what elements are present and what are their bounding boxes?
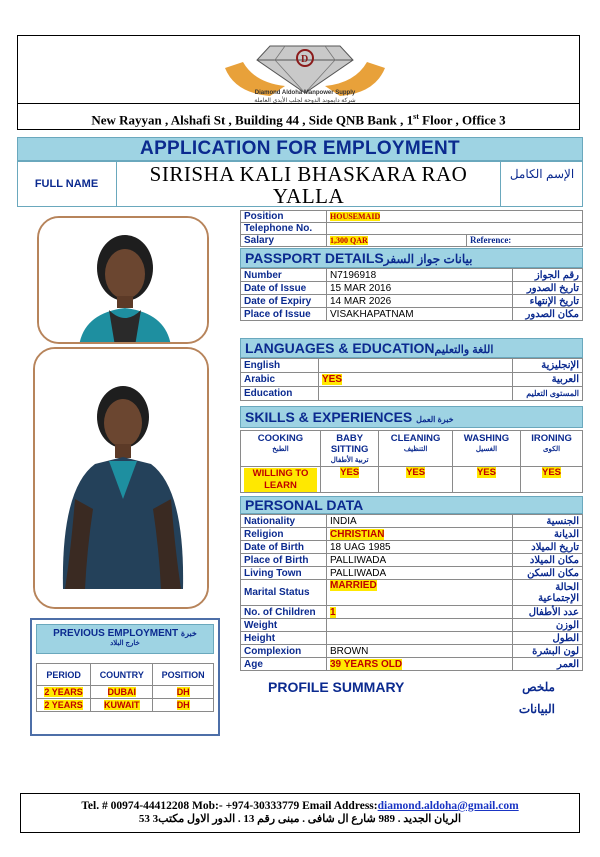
profile-summary-title: PROFILE SUMMARY [268,679,405,695]
passport-number-value: N7196918 [327,269,513,282]
svg-text:D: D [301,54,309,65]
previous-employment-ar-2: خارج البلاد [110,640,140,647]
footer-address-ar: 53 الريان الجديد . 989 شارع ال شافى . مبنى رقم 13 . الدور الاول مكتب3 [138,813,462,825]
footer-contact-line [21,794,579,812]
company-address [17,103,580,129]
age-cell [327,658,513,671]
footer [20,793,580,833]
skill-baby-ar: تربية الأطفال [330,457,369,464]
expiry-date-ar: تاريخ الإنتهاء [513,295,583,308]
skill-cooking-name: COOKING [257,433,304,444]
languages-section-title [240,338,583,358]
english-label: English [241,359,319,373]
passport-number-label: Number [241,269,327,282]
skill-washing-value: YES [476,467,496,478]
profile-summary-ar-1: ملخص [522,680,555,694]
education-value [319,387,513,401]
skills-table [240,430,583,493]
pob-ar: مكان الميلاد [513,554,583,567]
prev-row2-country-cell [91,699,153,712]
education-ar: المستوى التعليم [513,387,583,401]
previous-employment-table [36,663,214,712]
passport-number-ar: رقم الجواز [513,269,583,282]
pob-label: Place of Birth [241,554,327,567]
prev-row1-country-cell [91,686,153,699]
full-body-photo [33,347,209,609]
arabic-label: Arabic [241,373,319,387]
prev-row1-period-cell [37,686,91,699]
complexion-ar: لون البشرة [513,645,583,658]
salary-label: Salary [241,235,327,247]
previous-employment-title: PREVIOUS EMPLOYMENT [53,628,179,639]
height-ar: الطول [513,632,583,645]
height-value [327,632,513,645]
company-name-en: Diamond Aldoha Manpower Supply [254,90,356,96]
full-name-value: SIRISHA KALI BHASKARA RAO YALLA [149,162,468,208]
job-table [240,210,583,247]
full-name-label: FULL NAME [17,161,117,207]
arabic-ar: العربية [513,373,583,387]
prev-row2-period: 2 YEARS [44,700,83,710]
place-of-issue-value: VISAKHAPATNAM [327,308,513,321]
issue-date-label: Date of Issue [241,282,327,295]
footer-contact: Tel. # 00974-44412208 Mob:- +974-30333779 Email Address: [81,800,378,812]
skill-washing-ar: الغسيل [475,446,498,453]
skill-baby-value: YES [340,467,360,478]
prev-row2-position-cell [153,699,214,712]
nationality-label: Nationality [241,515,327,528]
company-logo [215,38,395,108]
skill-cleaning-ar: التنظيف [403,446,428,453]
weight-label: Weight [241,619,327,632]
prev-row2-country: KUWAIT [104,700,140,710]
nationality-value: INDIA [327,515,513,528]
salary-cell [327,235,467,247]
dob-ar: تاريخ الميلاد [513,541,583,554]
prev-row1-country: DUBAI [107,687,137,697]
english-value [319,359,513,373]
skills-section-title [240,406,583,428]
skill-washing [452,431,520,467]
arabic-cell [319,373,513,387]
living-town-value: PALLIWADA [327,567,513,580]
education-label: Education [241,387,319,401]
skill-baby-name: BABY [336,433,364,444]
address-text-end: Floor , Office 3 [422,112,506,128]
profile-summary [240,676,583,720]
religion-ar: الديانة [513,528,583,541]
languages-table [240,358,583,401]
passport-table [240,268,583,321]
skill-cleaning-name: CLEANING [390,433,441,444]
marital-status-cell [327,580,513,606]
skill-baby-name2: SITTING [330,444,369,455]
nationality-ar: الجنسية [513,515,583,528]
arabic-value: YES [322,374,343,385]
children-cell [327,606,513,619]
age-ar: العمر [513,658,583,671]
col-position: POSITION [153,664,214,686]
skill-ironing [521,431,583,467]
prev-row1-period: 2 YEARS [44,687,83,697]
age-value: 39 YEARS OLD [330,658,403,670]
position-cell [327,211,583,223]
marital-status-value: MARRIED [330,580,377,591]
skill-baby-sitting [321,431,379,467]
page-title: APPLICATION FOR EMPLOYMENT [17,137,583,161]
prev-row1-position: DH [176,687,190,697]
skill-cleaning [379,431,453,467]
religion-label: Religion [241,528,327,541]
living-town-label: Living Town [241,567,327,580]
weight-value [327,619,513,632]
marital-status-ar: الحالة الإجتماعية [513,580,583,606]
age-label: Age [241,658,327,671]
previous-employment-title-line [37,625,213,639]
pob-value: PALLIWADA [327,554,513,567]
address-text: New Rayyan , Alshafi St , Building 44 , Side QNB Bank , 1 [91,112,414,128]
skill-washing-name: WASHING [463,433,510,444]
skill-ironing-ar: الكوى [542,446,561,453]
issue-date-ar: تاريخ الصدور [513,282,583,295]
complexion-value: BROWN [327,645,513,658]
personal-table [240,514,583,671]
salary-value: 1,300 QAR [330,236,368,245]
dob-label: Date of Birth [241,541,327,554]
skill-washing-value-cell [452,467,520,493]
weight-ar: الوزن [513,619,583,632]
profile-summary-ar-2: البيانات [518,702,555,716]
languages-title: LANGUAGES & EDUCATION [245,340,435,356]
children-label: No. of Children [241,606,327,619]
living-town-ar: مكان السكن [513,567,583,580]
footer-email-link[interactable]: diamond.aldoha@gmail.com [377,800,519,812]
english-ar: الإنجليزية [513,359,583,373]
personal-section-title: PERSONAL DATA [240,496,583,514]
children-value: 1 [330,606,336,618]
marital-status-label: Marital Status [241,580,327,606]
company-name-ar: شركة دايموند الدوحة لجلب الأيدي العاملة [254,98,356,104]
col-country: COUNTRY [91,664,153,686]
dob-value: 18 UAG 1985 [327,541,513,554]
skill-baby-value-cell [321,467,379,493]
height-label: Height [241,632,327,645]
place-of-issue-label: Place of Issue [241,308,327,321]
religion-value: CHRISTIAN [330,528,385,540]
passport-section-title [240,248,583,268]
complexion-label: Complexion [241,645,327,658]
skill-cooking [241,431,321,467]
passport-title: PASSPORT DETAILS [245,250,384,266]
place-of-issue-ar: مكان الصدور [513,308,583,321]
expiry-date-label: Date of Expiry [241,295,327,308]
languages-title-ar: اللغة والتعليم [434,344,494,356]
skill-cooking-value: WILLING TO LEARN [244,468,317,492]
reference-label: Reference: [467,235,583,247]
prev-row2-period-cell [37,699,91,712]
skills-title-ar: خبرة العمل [416,415,454,424]
headshot-photo [37,216,209,344]
previous-employment-header [36,624,214,654]
religion-cell [327,528,513,541]
previous-employment-ar-1: خبرة [180,629,197,638]
position-value: HOUSEMAID [330,212,381,221]
prev-row1-position-cell [153,686,214,699]
skill-cleaning-value: YES [406,467,426,478]
expiry-date-value: 14 MAR 2026 [327,295,513,308]
skill-ironing-value: YES [542,467,562,478]
passport-title-ar: بيانات جواز السفر [383,252,473,266]
col-period: PERIOD [37,664,91,686]
position-label: Position [241,211,327,223]
children-ar: عدد الأطفال [513,606,583,619]
skill-ironing-value-cell [521,467,583,493]
skill-cooking-value-cell [241,467,321,493]
skill-cooking-ar: الطبخ [272,446,289,453]
telephone-value [327,223,583,235]
skill-cleaning-value-cell [379,467,453,493]
address-sup: st [413,112,419,121]
issue-date-value: 15 MAR 2016 [327,282,513,295]
telephone-label: Telephone No. [241,223,327,235]
skills-title: SKILLS & EXPERIENCES [245,409,413,425]
prev-row2-position: DH [176,700,190,710]
skill-ironing-name: IRONING [531,433,572,444]
full-name-label-ar: الإسم الكامل [500,161,583,207]
